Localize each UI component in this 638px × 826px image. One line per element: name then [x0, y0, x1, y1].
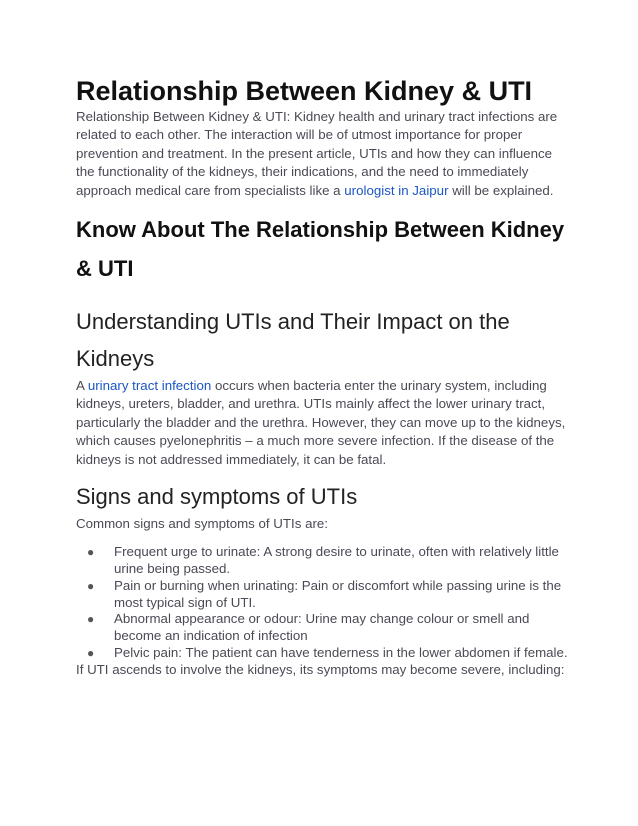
- list-item: [76, 645, 572, 662]
- intro-text-before-link: Relationship Between Kidney & UTI: Kidney health and urinary tract infections are related to each other. The interaction will be of utmost importance for proper prevention and treatment. In the present article, UTIs and how they can influence the functionality of the kidneys, their indications, and the need to immediately approach medical care from specialists like a: [76, 109, 558, 198]
- intro-text-after-link: will be explained.: [448, 182, 554, 198]
- symptoms-intro: Common signs and symptoms of UTIs are:: [76, 516, 328, 532]
- urinary-tract-infection-link[interactable]: urinary tract infection: [87, 378, 212, 394]
- subsection-heading-understanding: Understanding UTIs and Their Impact on the Kidneys: [76, 309, 510, 372]
- uti-paragraph-prefix: A: [76, 378, 88, 394]
- bullet-icon: ●: [87, 612, 95, 627]
- list-item-text: Pelvic pain: The patient can have tenderness in the lower abdomen if female.: [114, 644, 568, 660]
- bullet-icon: ●: [87, 645, 95, 660]
- symptoms-list: [76, 544, 572, 661]
- list-item: [76, 611, 572, 644]
- list-item-text: Abnormal appearance or odour: Urine may change colour or smell and become an indication of infection: [114, 611, 530, 643]
- closing-paragraph: If UTI ascends to involve the kidneys, its symptoms may become severe, including:: [76, 662, 565, 678]
- bullet-icon: ●: [87, 578, 95, 593]
- subsection-heading-signs: Signs and symptoms of UTIs: [76, 484, 358, 510]
- section-heading: Know About The Relationship Between Kidney & UTI: [76, 217, 565, 282]
- uti-paragraph: [76, 377, 572, 469]
- list-item-text: Frequent urge to urinate: A strong desire to urinate, often with relatively little urine being passed.: [114, 544, 559, 577]
- uti-paragraph-rest: occurs when bacteria enter the urinary system, including kidneys, ureters, bladder, and urethra. UTIs mainly affect the lower urinary tract, particularly the bladder and the urethra. However, they can move up to the kidneys, which causes pyelonephritis – a much more severe infection. If the disease of the kidneys is not addressed immediately, it can be fatal.: [76, 378, 566, 467]
- list-item: [76, 578, 572, 611]
- intro-paragraph: [76, 108, 572, 200]
- document-content: [76, 74, 572, 680]
- list-item: [76, 544, 572, 577]
- list-item-text: Pain or burning when urinating: Pain or discomfort while passing urine is the most typical sign of UTI.: [114, 577, 562, 610]
- urologist-jaipur-link[interactable]: urologist in Jaipur: [344, 182, 449, 198]
- page-title: Relationship Between Kidney & UTI: [76, 76, 533, 106]
- bullet-icon: ●: [87, 545, 95, 560]
